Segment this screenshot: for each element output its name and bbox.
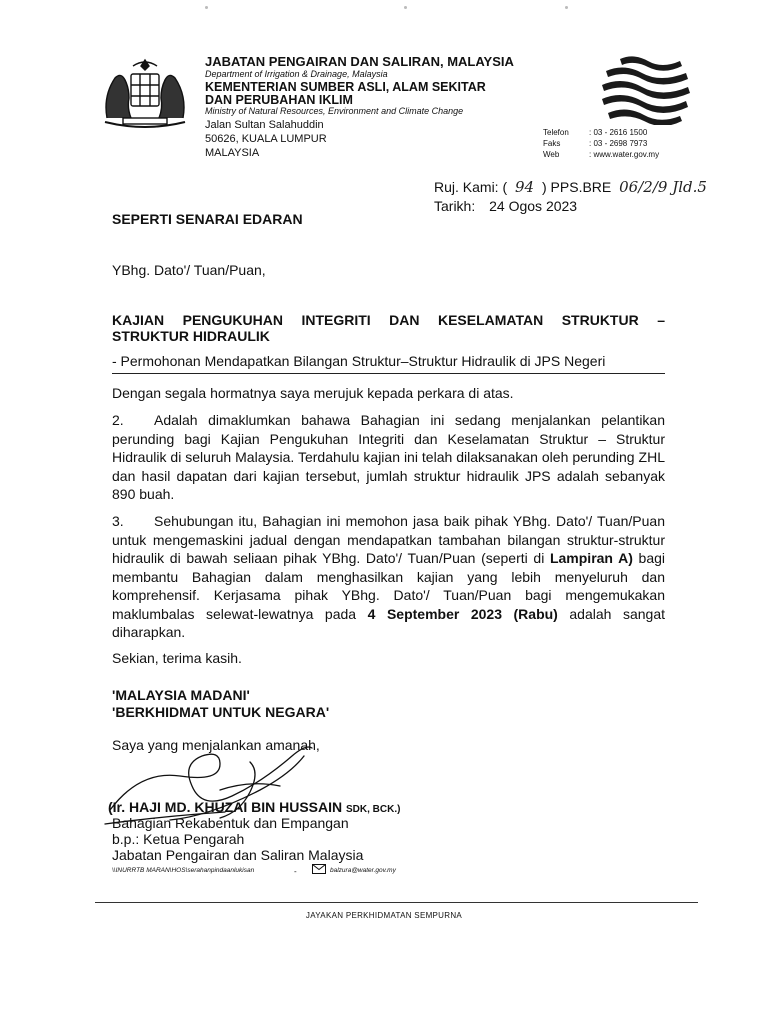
closing: Sekian, terima kasih. (112, 650, 242, 666)
contact-fax (543, 139, 647, 148)
paragraph-3-text-b: bagi membantu Bahagian dalam menghasilkan kajian yang lebih menyeluruh dan komprehensif. Kerjasama pihak YBhg. Dato'/ Tuan/Puan bagi mengemukakan maklumbalas selewat-lewatnya pada (112, 550, 666, 622)
water-wave-logo-icon (600, 55, 692, 125)
fax-value: : 03 - 2698 7973 (589, 139, 648, 148)
paragraph-3-number: 3. (112, 513, 124, 529)
salutation: YBhg. Dato'/ Tuan/Puan, (112, 262, 266, 278)
department-name-english: Department of Irrigation & Drainage, Malaysia (205, 69, 388, 79)
subject-divider (112, 373, 665, 374)
signatory-division: Bahagian Rekabentuk dan Empangan (112, 815, 349, 831)
coat-of-arms-icon (95, 56, 195, 132)
date-label: Tarikh: (434, 198, 476, 214)
letter-date (434, 198, 577, 214)
footer-divider (95, 902, 698, 903)
paragraph-2-text: Adalah dimaklumkan bahawa Bahagian ini sedang menjalankan pelantikan perunding bagi Kajian Pengukuhan Integriti dan Keselamatan Struktur – Struktur Hidraulik di seluruh Malaysia. Terdahulu kajian ini telah dilaksanakan oleh perunding ZHL dan hasil dapatan dari kajian tersebut, jumlah struktur hidraulik JPS adalah sebanyak 890 buah. (112, 412, 665, 502)
paragraph-3 (112, 512, 665, 642)
signatory-bp: b.p.: Ketua Pengarah (112, 831, 245, 847)
ref-handwritten-number: 94 (515, 178, 535, 196)
address-line1: Jalan Sultan Salahuddin (205, 119, 324, 131)
paragraph-3-text-c: adalah sangat diharapkan. (112, 605, 665, 640)
phone-label: Telefon (543, 128, 569, 137)
paragraph-2-number: 2. (112, 412, 124, 428)
department-name: JABATAN PENGAIRAN DAN SALIRAN, MALAYSIA (205, 54, 514, 69)
date-value: 24 Ogos 2023 (489, 198, 578, 214)
scan-speck (404, 6, 407, 9)
footer-motto: JAYAKAN PERKHIDMATAN SEMPURNA (305, 911, 463, 920)
ref-handwritten-file: 06/2/9 Jld.5 (619, 178, 707, 196)
web-value: : www.water.gov.my (589, 150, 660, 159)
file-path: \\INURRTB MARAN\HOS\serahanpindaanlukisan (112, 867, 255, 874)
phone-value: : 03 - 2616 1500 (589, 128, 648, 137)
signatory-name-text: (Ir. HAJI MD. KHUZAI BIN HUSSAIN (108, 799, 343, 815)
paragraph-3-text-a: Sehubungan itu, Bahagian ini memohon jasa baik pihak YBhg. Dato'/ Tuan/Puan untuk mengemaskini jadual dengan mendapatkan tambahan bilangan struktur-struktur hidraulik di bawah seliaan pihak YBhg. Dato'/ Tuan/Puan (seperti di (112, 513, 665, 566)
ministry-name-line1: KEMENTERIAN SUMBER ASLI, ALAM SEKITAR (205, 80, 486, 94)
slogan-2: 'BERKHIDMAT UNTUK NEGARA' (112, 704, 330, 720)
separator-dash: - (294, 867, 297, 876)
ministry-name-english: Ministry of Natural Resources, Environment and Climate Change (205, 106, 464, 116)
ref-middle: ) PPS.BRE (542, 179, 612, 195)
fax-label: Faks (543, 139, 561, 148)
reference-number (434, 178, 707, 196)
signatory-honours: SDK, BCK.) (346, 804, 401, 815)
paragraph-3-lampiran: Lampiran A) (549, 550, 633, 566)
address-line2: 50626, KUALA LUMPUR (205, 133, 327, 145)
email-address: balzura@water.gov.my (330, 867, 396, 874)
contact-phone (543, 128, 647, 137)
address-line3: MALAYSIA (205, 147, 260, 159)
sign-off: Saya yang menjalankan amanah, (112, 737, 320, 753)
scan-speck (205, 6, 208, 9)
scan-speck (565, 6, 568, 9)
paragraph-1: Dengan segala hormatnya saya merujuk kepada perkara di atas. (112, 385, 514, 401)
paragraph-2 (112, 411, 665, 504)
subject-subtitle: - Permohonan Mendapatkan Bilangan Struktur–Struktur Hidraulik di JPS Negeri (112, 353, 606, 369)
ref-prefix: Ruj. Kami: ( (434, 179, 508, 195)
slogan-1: 'MALAYSIA MADANI' (112, 687, 250, 703)
subject-line2: STRUKTUR HIDRAULIK (112, 328, 270, 344)
envelope-icon (312, 864, 326, 874)
subject-line1: KAJIAN PENGUKUHAN INTEGRITI DAN KESELAMATAN STRUKTUR – (112, 312, 665, 328)
web-label: Web (543, 150, 560, 159)
paragraph-3-deadline: 4 September 2023 (Rabu) (367, 605, 558, 622)
recipient: SEPERTI SENARAI EDARAN (112, 211, 303, 227)
contact-web (543, 150, 659, 159)
signatory-department: Jabatan Pengairan dan Saliran Malaysia (112, 847, 364, 863)
ministry-name-line2: DAN PERUBAHAN IKLIM (205, 93, 353, 107)
signatory-name (108, 799, 400, 815)
